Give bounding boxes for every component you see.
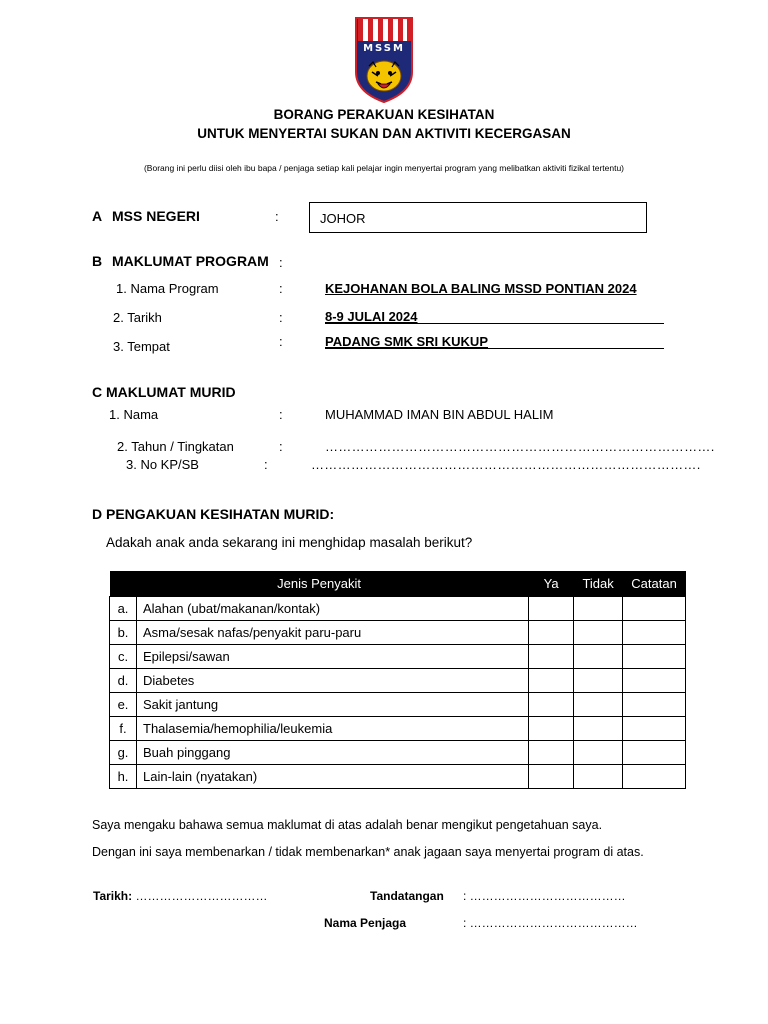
student-ic-label: 3. No KP/SB <box>126 457 199 472</box>
row-letter: h. <box>110 765 137 789</box>
row-disease: Alahan (ubat/makanan/kontak) <box>137 597 529 621</box>
no-cell[interactable] <box>574 693 623 717</box>
no-cell[interactable] <box>574 741 623 765</box>
yes-cell[interactable] <box>529 717 574 741</box>
signature-label: Tandatangan <box>370 889 444 903</box>
row-letter: a. <box>110 597 137 621</box>
table-row <box>110 693 686 717</box>
section-d-label: D PENGAKUAN KESIHATAN MURID: <box>92 506 335 522</box>
notes-cell[interactable] <box>623 645 686 669</box>
yes-cell[interactable] <box>529 765 574 789</box>
row-disease: Diabetes <box>137 669 529 693</box>
program-name-value: KEJOHANAN BOLA BALING MSSD PONTIAN 2024 <box>325 281 637 296</box>
guardian-name-label: Nama Penjaga <box>324 916 407 930</box>
yes-cell[interactable] <box>529 693 574 717</box>
program-date-value: 8-9 JULAI 2024 <box>325 309 418 324</box>
row-disease: Asma/sesak nafas/penyakit paru-paru <box>137 621 529 645</box>
row-letter: e. <box>110 693 137 717</box>
student-name-value: MUHAMMAD IMAN BIN ABDUL HALIM <box>325 407 554 422</box>
section-a-label: MSS NEGERI <box>112 208 200 224</box>
health-question: Adakah anak anda sekarang ini menghidap masalah berikut? <box>106 535 473 550</box>
yes-cell[interactable] <box>529 597 574 621</box>
section-c-label: C MAKLUMAT MURID <box>92 384 236 400</box>
program-name-label: 1. Nama Program <box>116 281 219 296</box>
program-date-label: 2. Tarikh <box>113 310 162 325</box>
program-venue-value: PADANG SMK SRI KUKUP <box>325 334 488 349</box>
yes-cell[interactable] <box>529 621 574 645</box>
student-name-label: 1. Nama <box>109 407 159 422</box>
colon: : <box>279 255 283 270</box>
form-note: (Borang ini perlu diisi oleh ibu bapa / penjaga setiap kali pelajar ingin menyertai program yang melibatkan aktiviti fizikal tertentu) <box>143 163 625 173</box>
row-letter: d. <box>110 669 137 693</box>
date-field[interactable] <box>93 889 267 903</box>
colon: : <box>279 334 283 349</box>
table-row <box>110 597 686 621</box>
notes-cell[interactable] <box>623 669 686 693</box>
section-a-letter: A <box>92 208 103 224</box>
student-class-label: 2. Tahun / Tingkatan <box>117 439 234 454</box>
declaration-line-1: Saya mengaku bahawa semua maklumat di atas adalah benar mengikut pengetahuan saya. <box>92 818 603 832</box>
row-letter: f. <box>110 717 137 741</box>
notes-cell[interactable] <box>623 741 686 765</box>
colon: : <box>279 281 283 296</box>
no-cell[interactable] <box>574 645 623 669</box>
section-b-letter: B <box>92 253 103 269</box>
logo-text: MSSM <box>363 43 405 54</box>
yes-cell[interactable] <box>529 669 574 693</box>
declaration-line-2: Dengan ini saya membenarkan / tidak membenarkan* anak jagaan saya menyertai program di atas. <box>92 845 644 859</box>
health-table <box>109 571 686 789</box>
no-cell[interactable] <box>574 717 623 741</box>
yes-cell[interactable] <box>529 741 574 765</box>
row-letter: c. <box>110 645 137 669</box>
header-no: Tidak <box>574 571 623 597</box>
notes-cell[interactable] <box>623 693 686 717</box>
date-label: Tarikh: <box>93 889 133 903</box>
form-subtitle: UNTUK MENYERTAI SUKAN DAN AKTIVITI KECERGASAN <box>197 126 571 141</box>
mss-negeri-field[interactable] <box>309 202 647 233</box>
signature-field[interactable]: : ………………………………… <box>463 889 626 903</box>
guardian-name-field[interactable]: : …………………………………… <box>463 916 638 930</box>
mss-negeri-value: JOHOR <box>320 211 366 226</box>
student-ic-value[interactable]: ……………………………………………………………………………. <box>311 457 701 472</box>
table-row <box>110 645 686 669</box>
mssm-logo <box>354 16 414 104</box>
notes-cell[interactable] <box>623 621 686 645</box>
colon: : <box>279 407 283 422</box>
notes-cell[interactable] <box>623 765 686 789</box>
row-disease: Lain-lain (nyatakan) <box>137 765 529 789</box>
header-disease: Jenis Penyakit <box>110 571 529 597</box>
table-row <box>110 741 686 765</box>
no-cell[interactable] <box>574 621 623 645</box>
header-notes: Catatan <box>623 571 686 597</box>
program-venue-line <box>325 333 664 349</box>
date-dots: …………………………… <box>135 889 268 903</box>
no-cell[interactable] <box>574 597 623 621</box>
row-disease: Sakit jantung <box>137 693 529 717</box>
colon: : <box>264 457 268 472</box>
colon: : <box>275 209 279 224</box>
student-class-value[interactable]: ……………………………………………………………………………. <box>325 439 715 454</box>
yes-cell[interactable] <box>529 645 574 669</box>
no-cell[interactable] <box>574 765 623 789</box>
header-yes: Ya <box>529 571 574 597</box>
section-b-label: MAKLUMAT PROGRAM <box>112 253 269 269</box>
program-venue-label: 3. Tempat <box>113 339 170 354</box>
row-disease: Buah pinggang <box>137 741 529 765</box>
table-row <box>110 669 686 693</box>
colon: : <box>279 439 283 454</box>
row-disease: Epilepsi/sawan <box>137 645 529 669</box>
form-title: BORANG PERAKUAN KESIHATAN <box>273 107 495 122</box>
row-disease: Thalasemia/hemophilia/leukemia <box>137 717 529 741</box>
row-letter: b. <box>110 621 137 645</box>
table-row <box>110 717 686 741</box>
table-row <box>110 765 686 789</box>
health-table-header <box>110 571 686 597</box>
no-cell[interactable] <box>574 669 623 693</box>
notes-cell[interactable] <box>623 717 686 741</box>
table-row <box>110 621 686 645</box>
row-letter: g. <box>110 741 137 765</box>
colon: : <box>279 310 283 325</box>
program-date-line <box>325 308 664 324</box>
notes-cell[interactable] <box>623 597 686 621</box>
